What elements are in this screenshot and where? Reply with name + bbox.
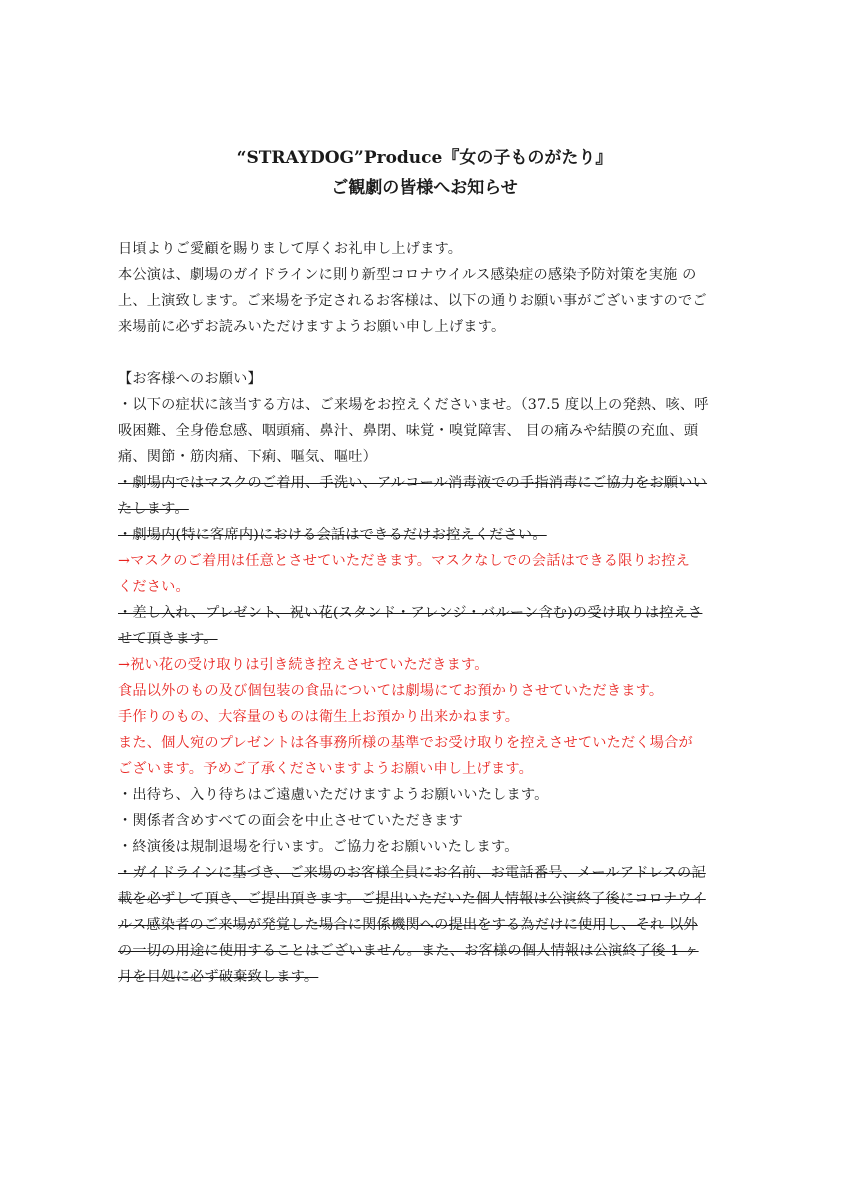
title-block: [0, 143, 849, 203]
struck-line: せて頂きます。: [118, 631, 218, 647]
page-title: “STRAYDOG”Produce『女の子ものがたり』: [236, 148, 613, 168]
intro-line: 上、上演致します。ご来場を予定されるお客様は、以下の通りお願い事がございますのでご: [118, 293, 707, 309]
struck-line: たします。: [118, 501, 189, 517]
struck-line: 載を必ずして頂き、ご提出頂きます。ご提出いただいた個人情報は公演終了後にコロナウイ: [118, 891, 706, 907]
symptoms-line: 痛、関節・筋肉痛、下痢、嘔気、嘔吐）: [118, 449, 377, 465]
mask-update: [118, 548, 732, 600]
struck-line: ・劇場内ではマスクのご着用、手洗い、アルコール消毒液での手指消毒にご協力をお願いい: [118, 475, 708, 491]
struck-line: ・差し入れ、プレゼント、祝い花(スタンド・アレンジ・バルーン含む)の受け取りは控えさ: [118, 605, 703, 621]
struck-line: ルス感染者のご来場が発覚した場合に関係機関への提出をする為だけに使用し、それ 以外: [118, 917, 698, 933]
update-line: 手作りのもの、大容量のものは衛生上お預かり出来かねます。: [118, 709, 520, 725]
spacer: [118, 340, 732, 366]
page-subtitle: ご観劇の皆様へお知らせ: [331, 178, 518, 198]
intro-line: 日頃よりご愛顧を賜りまして厚くお礼申し上げます。: [118, 241, 463, 257]
update-line: また、個人宛のプレゼントは各事務所様の基準でお受け取りを控えさせていただく場合が: [118, 735, 693, 751]
update-line: ください。: [118, 579, 190, 595]
mask-rule-struck: [118, 470, 732, 522]
intro-paragraph: [118, 236, 732, 340]
struck-line: ・劇場内(特に客席内)における会話はできるだけお控えください。: [118, 527, 547, 543]
struck-line: ・ガイドラインに基づき、ご来場のお客様全員にお名前、お電話番号、メールアドレスの記: [118, 865, 706, 881]
struck-line: の一切の用途に使用することはございません。また、お客様の個人情報は公演終了後 1 ヶ: [118, 943, 699, 959]
waiting-item: ・出待ち、入り待ちはご遠慮いただけますようお願いいたします。: [118, 787, 549, 803]
meetings-item: ・関係者含めすべての面会を中止させていただきます: [118, 813, 464, 829]
gifts-rule-struck: [118, 600, 732, 652]
registration-rule-struck: [118, 860, 732, 990]
update-line: 食品以外のもの及び個包装の食品については劇場にてお預かりさせていただきます。: [118, 683, 664, 699]
gifts-update: [118, 652, 732, 782]
update-line: ございます。予めご了承くださいますようお願い申し上げます。: [118, 761, 533, 777]
struck-line: 月を目処に必ず破棄致します。: [118, 969, 319, 985]
update-line: →祝い花の受け取りは引き続き控えさせていただきます。: [118, 657, 489, 673]
symptoms-line: 吸困難、全身倦怠感、咽頭痛、鼻汁、鼻閉、味覚・嗅覚障害、 目の痛みや結膜の充血、頭: [118, 423, 699, 439]
notice-body: [118, 236, 732, 990]
symptoms-item: [118, 392, 732, 470]
intro-line: 来場前に必ずお読みいただけますようお願い申し上げます。: [118, 319, 506, 335]
exit-item: ・終演後は規制退場を行います。ご協力をお願いいたします。: [118, 839, 519, 855]
talk-rule-struck: [118, 522, 732, 548]
requests-heading: 【お客様へのお願い】: [118, 371, 262, 387]
update-line: →マスクのご着用は任意とさせていただきます。マスクなしでの会話はできる限りお控え: [118, 553, 691, 569]
intro-line: 本公演は、劇場のガイドラインに則り新型コロナウイルス感染症の感染予防対策を実施 の: [118, 267, 697, 283]
symptoms-line: ・以下の症状に該当する方は、ご来場をお控えくださいませ。（37.5 度以上の発熱、咳、呼: [118, 397, 709, 413]
